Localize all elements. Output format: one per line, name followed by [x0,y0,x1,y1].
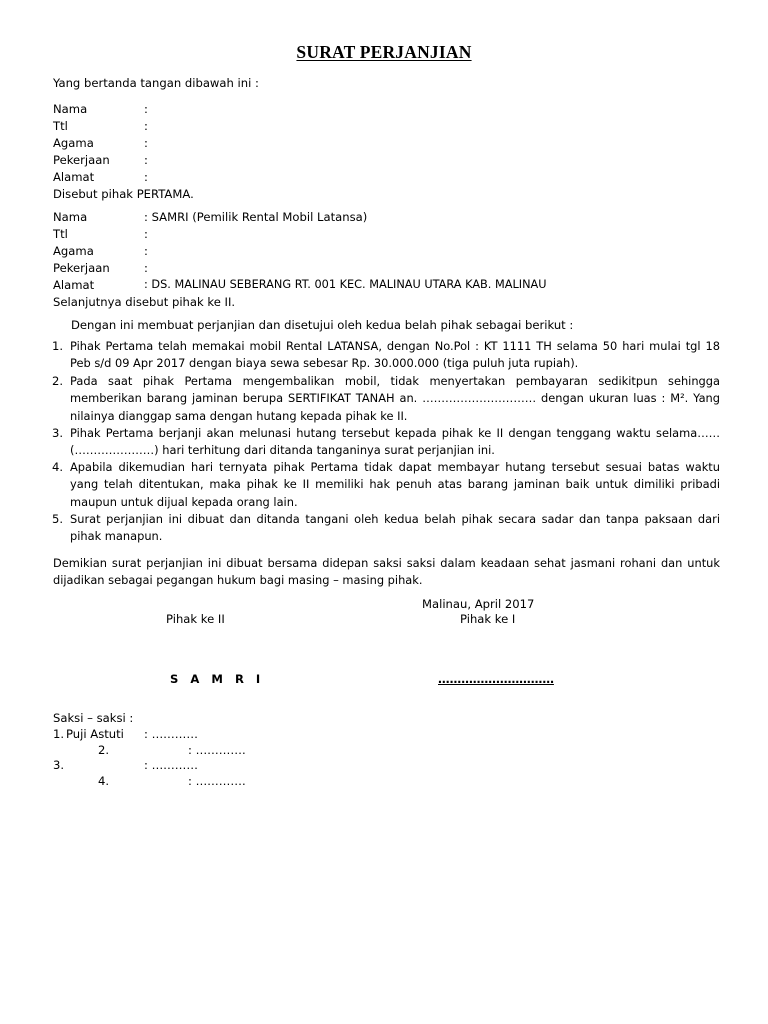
witness-sign-line: : …………. [188,774,246,788]
party1-value-pekerjaan: : [144,153,148,167]
clause-number: 4. [52,460,64,474]
witness-name: Puji Astuti [66,727,124,741]
party2-value-nama: : SAMRI (Pemilik Rental Mobil Latansa) [144,210,368,224]
party2-label-ttl: Ttl [53,227,68,241]
party2-label-pekerjaan: Pekerjaan [53,261,110,275]
clause-text: Pada saat pihak Pertama mengembalikan mobil, tidak menyertakan pembayaran sedikitpun sehingga memberikan barang jaminan berupa SERTIFIKAT TANAH an. ………………………… dengan ukuran luas : M². Yang nilainya dianggap sama dengan hutang kepada pihak ke II. [70,374,720,423]
witness-number: 2. [98,743,110,757]
party1-designation: Disebut pihak PERTAMA. [53,187,194,201]
party2-label-agama: Agama [53,244,94,258]
clause-text: Pihak Pertama telah memakai mobil Rental LATANSA, dengan No.Pol : KT 1111 TH selama 50 hari mulai tgl 18 Peb s/d 09 Apr 2017 dengan biaya sewa sebesar Rp. 30.000.000 (tiga puluh juta rupiah). [70,339,720,371]
party1-value-alamat: : [144,170,148,184]
party1-value-ttl: : [144,119,148,133]
closing-paragraph: Demikian surat perjanjian ini dibuat bersama didepan saksi saksi dalam keadaan sehat jasmani rohani dan untuk dijadikan sebagai pegangan hukum bagi masing – masing pihak. [53,556,720,588]
witness-sign-line: : ………… [144,758,198,772]
party1-value-nama: : [144,102,148,116]
party2-designation: Selanjutnya disebut pihak ke II. [53,295,236,309]
party2-label-nama: Nama [53,210,88,224]
document-title: SURAT PERJANJIAN [296,42,472,62]
party1-value-agama: : [144,136,148,150]
clause-number: 1. [52,339,64,353]
party2-value-pekerjaan: : [144,261,148,275]
place-date: Malinau, April 2017 [422,597,535,611]
witness-sign-line: : ………… [144,727,198,741]
clause-number: 2. [52,374,64,388]
witness-sign-line: : …………. [188,743,246,757]
party1-label-ttl: Ttl [53,119,68,133]
clause-text: Surat perjanjian ini dibuat dan ditanda tangani oleh kedua belah pihak secara sadar dan tanpa paksaan dari pihak manapun. [70,512,720,544]
witness-number: 4. [98,774,110,788]
party1-label-agama: Agama [53,136,94,150]
clause-number: 5. [52,512,64,526]
party2-value-agama: : [144,244,148,258]
signature-label-right: Pihak ke I [460,612,516,626]
agreement-intro: Dengan ini membuat perjanjian dan disetujui oleh kedua belah pihak sebagai berikut : [71,318,574,332]
signature-name-left: S A M R I [170,672,265,686]
clause-number: 3. [52,426,64,440]
signature-name-right: ………………………… [438,672,554,686]
witness-number: 1. [53,727,65,741]
signature-label-left: Pihak ke II [166,612,225,626]
clause-text: Apabila dikemudian hari ternyata pihak Pertama tidak dapat membayar hutang tersebut sesuai batas waktu yang telah ditentukan, maka pihak ke II memiliki hak penuh atas barang jaminan baik untuk dimiliki pribadi maupun untuk dijual kepada orang lain. [70,460,720,509]
party1-label-alamat: Alamat [53,170,95,184]
party1-label-nama: Nama [53,102,88,116]
party2-value-ttl: : [144,227,148,241]
party2-label-alamat: Alamat [53,278,95,292]
party1-label-pekerjaan: Pekerjaan [53,153,110,167]
clause-text: Pihak Pertama berjanji akan melunasi hutang tersebut kepada pihak ke II dengan tenggang waktu selama…… (…………………) hari terhitung dari ditanda tanganinya surat perjanjian ini. [70,426,720,458]
witness-number: 3. [53,758,65,772]
witness-heading: Saksi – saksi : [53,711,134,725]
party2-value-alamat: : DS. MALINAU SEBERANG RT. 001 KEC. MALINAU UTARA KAB. MALINAU [144,278,547,291]
intro-text: Yang bertanda tangan dibawah ini : [53,76,259,90]
